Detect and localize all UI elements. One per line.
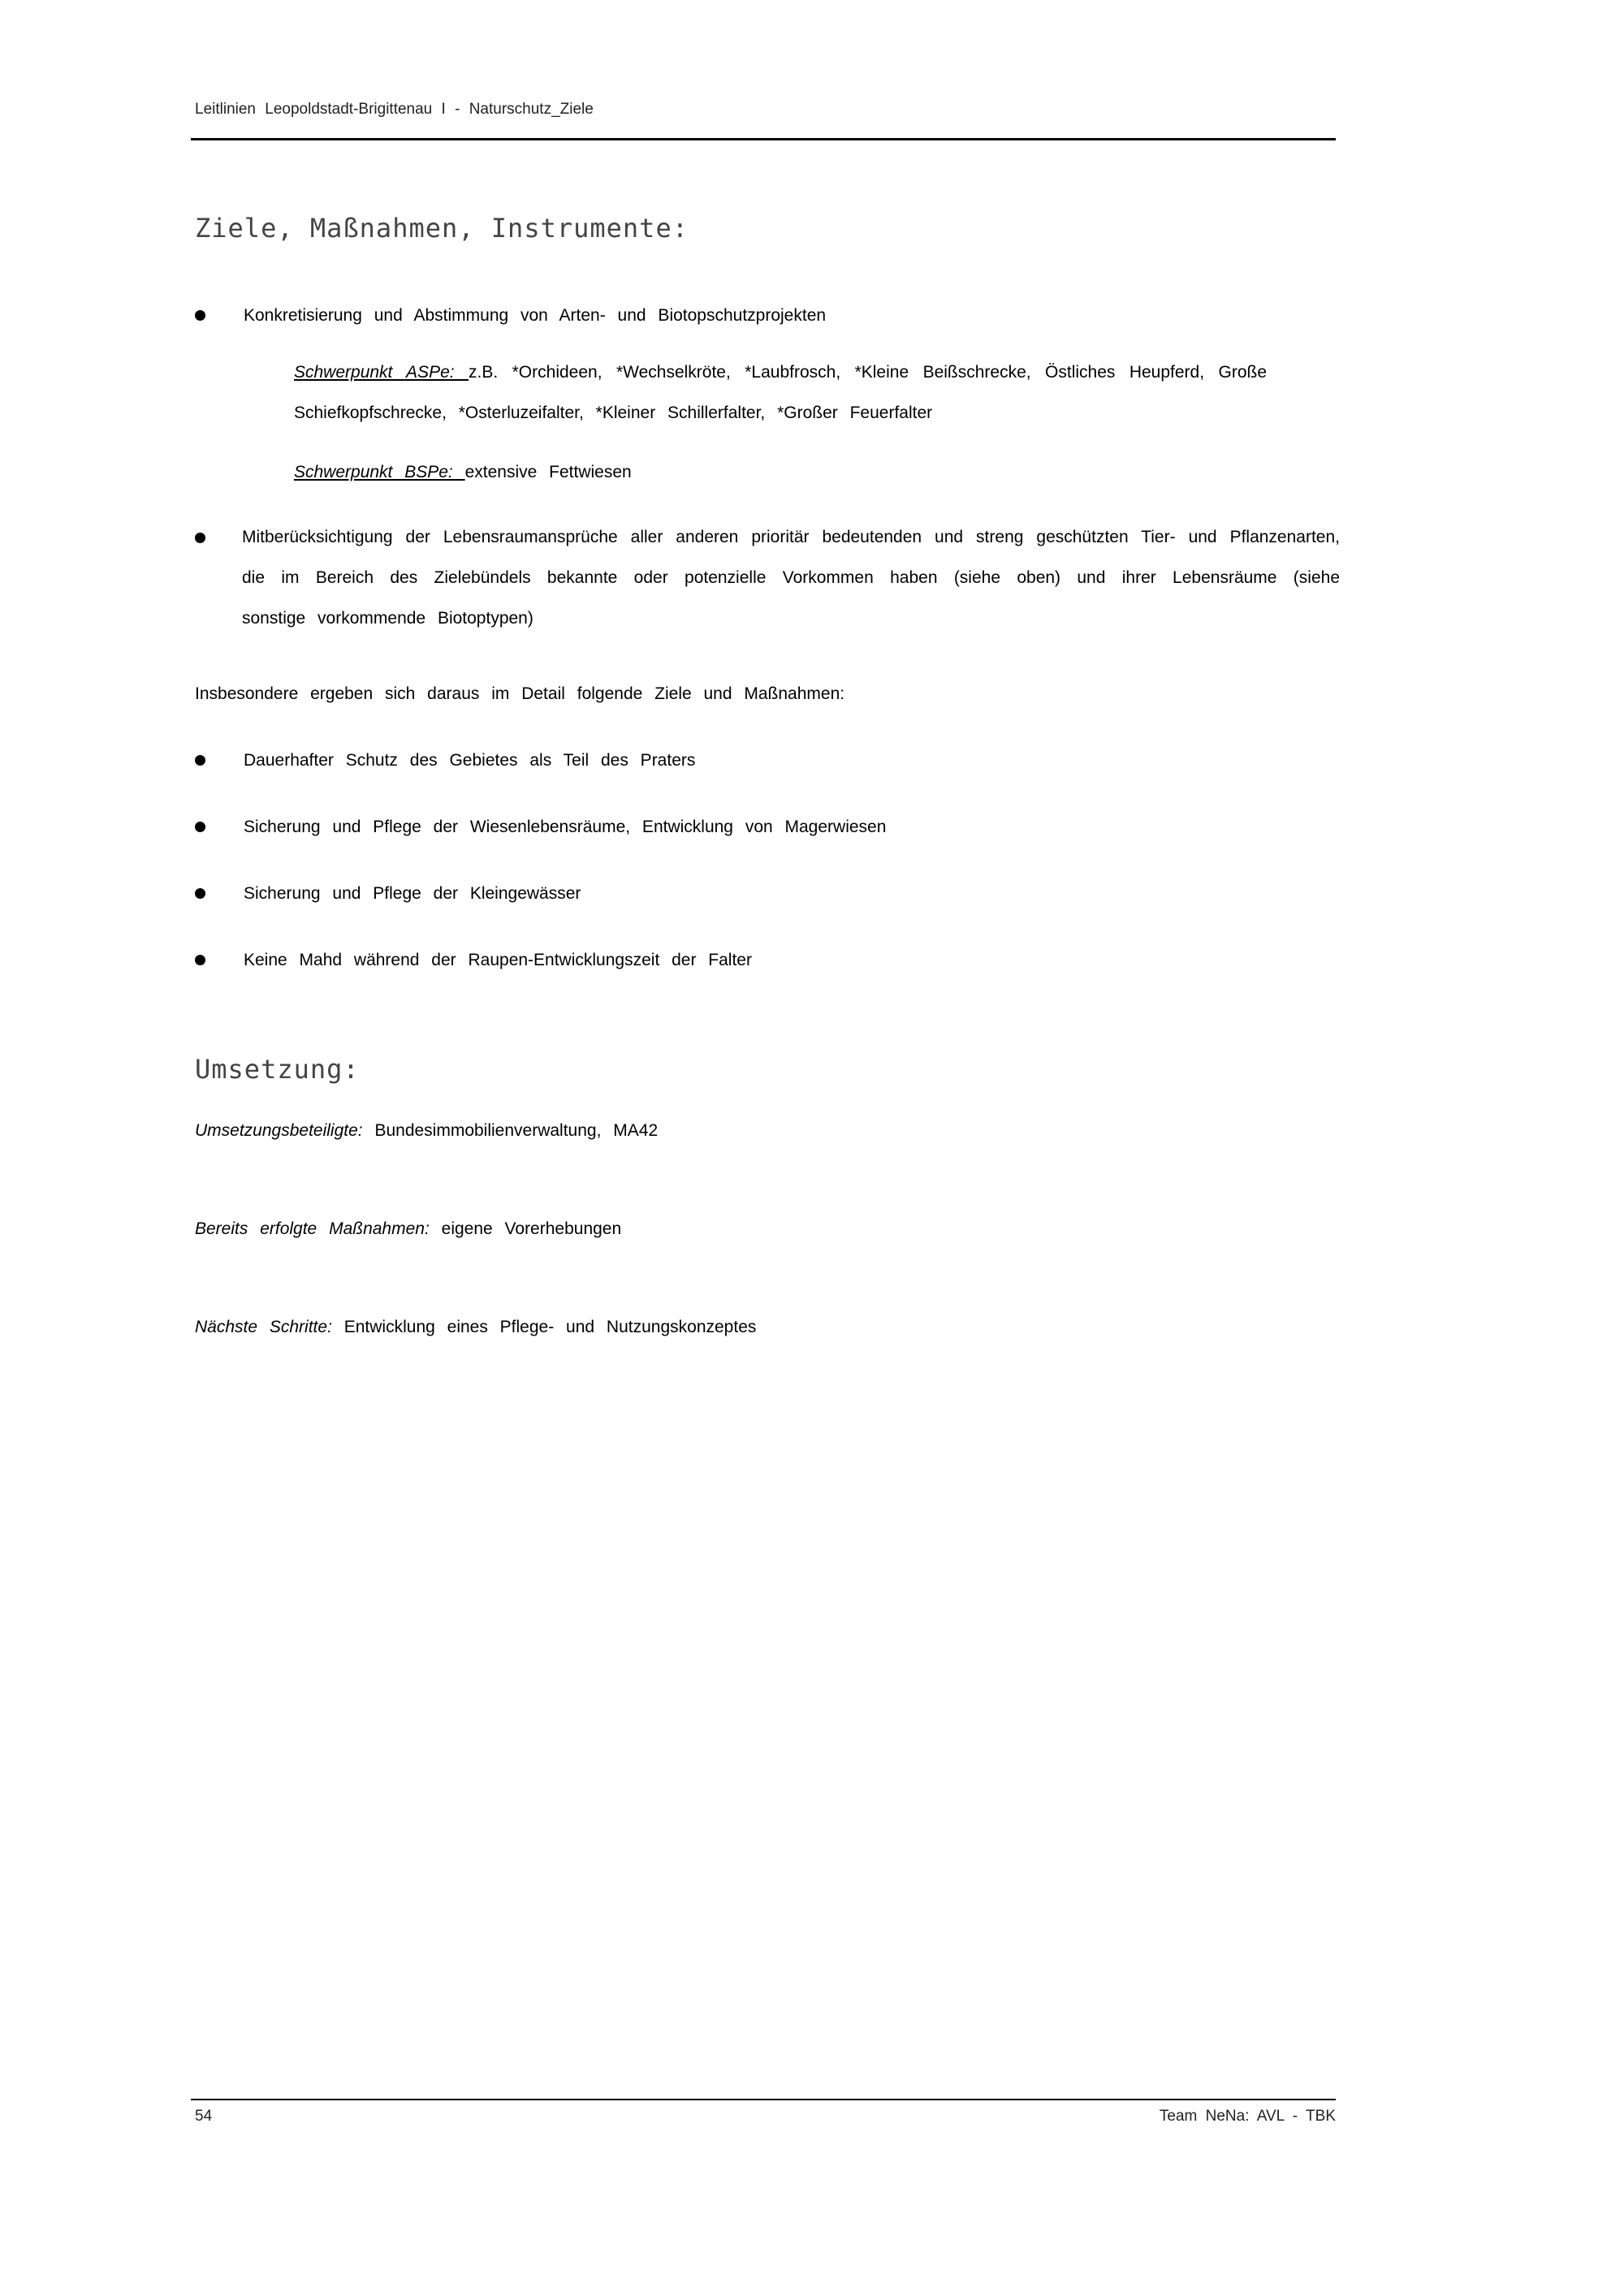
footer-rule <box>191 2099 1336 2100</box>
measure-item: Dauerhafter Schutz des Gebietes als Teil des Praters <box>244 751 696 770</box>
measure-item: Keine Mahd während der Raupen-Entwicklungszeit der Falter <box>244 951 752 969</box>
completed-measures-label: Bereits erfolgte Maßnahmen: <box>195 1219 430 1238</box>
bullet-icon <box>195 822 205 832</box>
aspe-label: Schwerpunkt ASPe: <box>294 363 469 382</box>
participants-line <box>195 1111 1332 1151</box>
bspe-text: extensive Fettwiesen <box>464 463 632 481</box>
measure-item: Sicherung und Pflege der Wiesenlebensräume, Entwicklung von Magerwiesen <box>244 818 887 836</box>
intro-paragraph: Insbesondere ergeben sich daraus im Detail folgende Ziele und Maßnahmen: <box>195 684 845 703</box>
aspe-paragraph <box>294 352 1267 434</box>
bullet-item: Mitberücksichtigung der Lebensraumansprüche aller anderen prioritär bedeutenden und streng geschützten Tier- und Pflanzenarten, die im Bereich des Zielebündels bekannte oder potenzielle Vorkommen haben (siehe oben) und ihrer Lebensräume (siehe sonstige vorkommende Biotoptypen) <box>242 528 1340 628</box>
measure-item: Sicherung und Pflege der Kleingewässer <box>244 884 581 903</box>
section-heading-goals: Ziele, Maßnahmen, Instrumente: <box>195 213 689 244</box>
participants-label: Umsetzungsbeteiligte: <box>195 1121 363 1140</box>
next-steps-value: Entwicklung eines Pflege- und Nutzungskonzeptes <box>343 1318 757 1336</box>
footer-team: Team NeNa: AVL - TBK <box>1159 2108 1336 2125</box>
section-heading-implementation: Umsetzung: <box>195 1054 360 1085</box>
bspe-label: Schwerpunkt BSPe: <box>294 463 465 481</box>
header-rule <box>191 138 1336 140</box>
bullet-icon <box>195 755 205 766</box>
participants-value: Bundesimmobilienverwaltung, MA42 <box>374 1121 659 1140</box>
bullet-icon <box>195 310 205 321</box>
aspe-text: z.B. *Orchideen, *Wechselkröte, *Laubfrosch, *Kleine Beißschrecke, Östliches Heupferd, Große Schiefkopfschrecke, *Osterluzeifalter, *Kleiner Schillerfalter, *Großer Feuerfalter <box>294 363 1268 422</box>
next-steps-line <box>195 1307 1332 1348</box>
bullet-icon <box>195 888 205 899</box>
completed-measures-line <box>195 1209 1332 1249</box>
bspe-paragraph <box>294 452 1267 493</box>
bullet-icon <box>195 955 205 965</box>
completed-measures-value: eigene Vorerhebungen <box>441 1219 622 1238</box>
page-number: 54 <box>195 2108 213 2125</box>
bullet-icon <box>195 533 205 543</box>
next-steps-label: Nächste Schritte: <box>195 1318 332 1336</box>
bullet-item: Konkretisierung und Abstimmung von Arten- und Biotopschutzprojekten <box>244 306 827 325</box>
running-header: Leitlinien Leopoldstadt-Brigittenau I - Naturschutz_Ziele <box>195 101 594 118</box>
